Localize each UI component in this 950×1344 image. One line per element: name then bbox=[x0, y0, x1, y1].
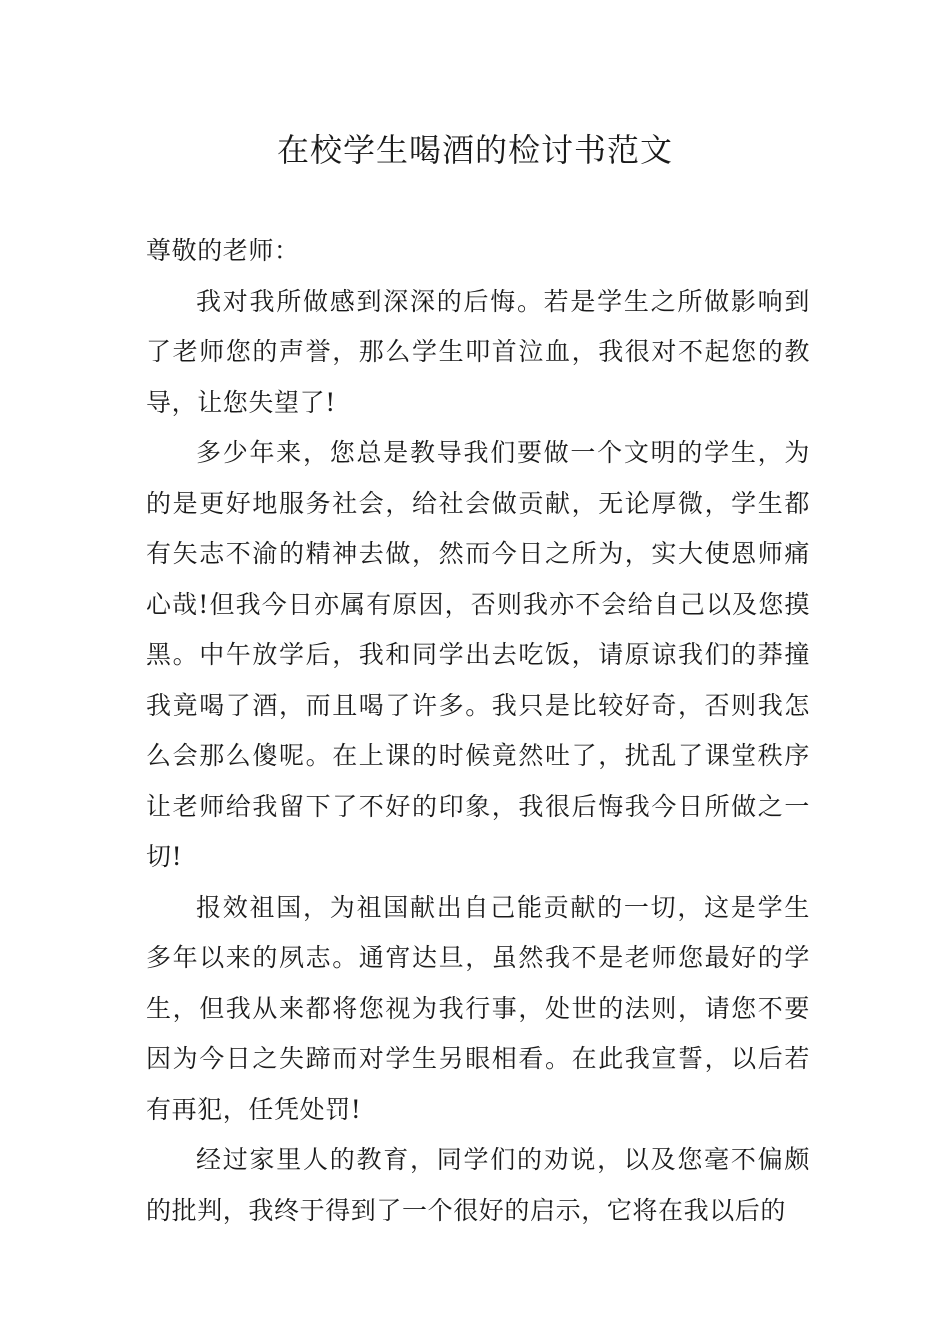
document-title: 在校学生喝酒的检讨书范文 bbox=[276, 131, 673, 169]
paragraph-3: 报效祖国，为祖国献出自己能贡献的一切，这是学生多年以来的夙志。通宵达旦，虽然我不是老师您最好的学生，但我从来都将您视为我行事，处世的法则，请您不要因为今日之失蹄而对学生另眼相看。在此我宣誓，以后若有再犯，任凭处罚! bbox=[146, 892, 810, 1124]
document-body bbox=[146, 226, 810, 1236]
salutation: 尊敬的老师： bbox=[146, 236, 300, 265]
paragraph-2: 多少年来，您总是教导我们要做一个文明的学生，为的是更好地服务社会，给社会做贡献，无论厚微，学生都有矢志不渝的精神去做，然而今日之所为，实大使恩师痛心哉!但我今日亦属有原因，否则我亦不会给自己以及您摸黑。中午放学后，我和同学出去吃饭，请原谅我们的莽撞我竟喝了酒，而且喝了许多。我只是比较好奇，否则我怎么会那么傻呢。在上课的时候竟然吐了，扰乱了课堂秩序让老师给我留下了不好的印象，我很后悔我今日所做之一切! bbox=[146, 438, 810, 871]
paragraph-1: 我对我所做感到深深的后悔。若是学生之所做影响到了老师您的声誉，那么学生叩首泣血，我很对不起您的教导，让您失望了! bbox=[146, 286, 810, 417]
paragraph-4: 经过家里人的教育，同学们的劝说，以及您毫不偏颇的批判，我终于得到了一个很好的启示，它将在我以后的 bbox=[146, 1145, 810, 1225]
